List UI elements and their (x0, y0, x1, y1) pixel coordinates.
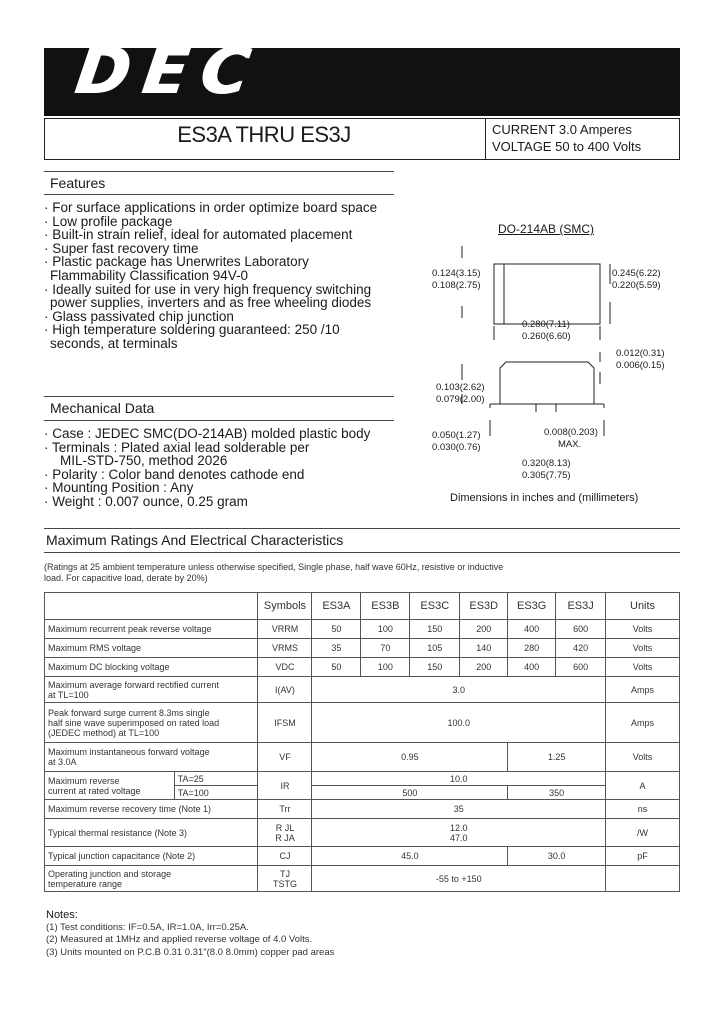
mechanical-heading: Mechanical Data (50, 400, 155, 416)
param-cell: Maximum DC blocking voltage (45, 658, 258, 677)
value-cell: 100 (361, 658, 410, 677)
dim-label: 0.006(0.15) (616, 360, 665, 371)
table-row (45, 677, 680, 703)
ratings-heading: Maximum Ratings And Electrical Characteristics (46, 532, 344, 548)
features-list (44, 201, 377, 351)
table-header: ES3D (460, 593, 508, 620)
dim-label: 0.280(7.11) (522, 319, 570, 330)
note-item: (3) Units mounted on P.C.B 0.31 0.31"(8.0 8.0mm) copper pad areas (46, 946, 335, 958)
value-cell: 500 (312, 786, 508, 800)
value-cell: 0.95 (312, 743, 508, 772)
list-item: · Polarity : Color band denotes cathode end (44, 466, 305, 482)
symbol-cell: IFSM (258, 703, 312, 743)
dim-label: 0.008(0.203) (544, 427, 598, 438)
table-row (45, 658, 680, 677)
mechanical-rule-bottom (44, 420, 394, 421)
table-row (45, 703, 680, 743)
unit-cell: Amps (606, 677, 680, 703)
symbol-cell: TJ TSTG (258, 866, 312, 892)
param-cell: Maximum reverse recovery time (Note 1) (45, 800, 258, 819)
list-item: MIL-STD-750, method 2026 (60, 453, 228, 469)
table-row (45, 847, 680, 866)
value-cell: 30.0 (508, 847, 606, 866)
value-cell: 50 (312, 658, 361, 677)
table-row (45, 743, 680, 772)
note-item: (2) Measured at 1MHz and applied reverse voltage of 4.0 Volts. (46, 934, 313, 945)
features-rule-bottom (44, 194, 394, 195)
symbol-cell: CJ (258, 847, 312, 866)
dim-label: 0.103(2.62) (436, 382, 485, 393)
list-item: seconds, at terminals (50, 335, 178, 351)
mechanical-list (44, 427, 370, 509)
table-header: ES3G (508, 593, 556, 620)
value-cell: 200 (460, 620, 508, 639)
unit-cell: Amps (606, 703, 680, 743)
dim-label: 0.012(0.31) (616, 348, 665, 359)
value-cell: 100 (361, 620, 410, 639)
table-row (45, 620, 680, 639)
list-item: Flammability Classification 94V-0 (50, 267, 249, 283)
value-cell: 100.0 (312, 703, 606, 743)
param-cell: Operating junction and storage temperature range (45, 866, 258, 892)
dim-label: 0.320(8.13) (522, 458, 571, 469)
list-item: · Low profile package (44, 213, 173, 229)
unit-cell: /W (606, 819, 680, 847)
value-cell: 150 (410, 658, 460, 677)
condition-cell: TA=25 (174, 772, 258, 786)
note-item: (1) Test conditions: IF=0.5A, IR=1.0A, Irr=0.25A. (46, 921, 249, 933)
ratings-note (44, 562, 503, 584)
value-cell: 200 (460, 658, 508, 677)
value-cell: 140 (460, 639, 508, 658)
dim-label: 0.079(2.00) (436, 394, 485, 405)
ratings-rule-top (44, 528, 680, 529)
list-item: · For surface applications in order optimize board space (44, 200, 378, 215)
list-item: · Case : JEDEC SMC(DO-214AB) molded plastic body (44, 426, 371, 441)
unit-cell: Volts (606, 743, 680, 772)
value-cell: 350 (508, 786, 606, 800)
ratings-rule-bottom (44, 552, 680, 553)
value-cell: 400 (508, 658, 556, 677)
value-cell: 35 (312, 800, 606, 819)
list-item: power supplies, inverters and as free wheeling diodes (50, 295, 372, 311)
list-item: · Mounting Position : Any (44, 480, 194, 496)
list-item: · Terminals : Plated axial lead solderable per (44, 439, 310, 455)
value-cell: 600 (556, 620, 606, 639)
table-header: ES3A (312, 593, 361, 620)
value-cell: 45.0 (312, 847, 508, 866)
unit-cell: Volts (606, 620, 680, 639)
param-cell: Typical junction capacitance (Note 2) (45, 847, 258, 866)
unit-cell: pF (606, 847, 680, 866)
symbol-cell: I(AV) (258, 677, 312, 703)
table-header: Units (606, 593, 680, 620)
mechanical-rule-top (44, 396, 394, 397)
ratings-summary (492, 121, 641, 155)
dim-label: 0.245(6.22) (612, 268, 661, 279)
features-heading: Features (50, 175, 106, 191)
table-header: ES3C (410, 593, 460, 620)
unit-cell (606, 866, 680, 892)
features-rule-top (44, 171, 394, 172)
package-name: DO-214AB (SMC) (498, 222, 595, 236)
current-rating: CURRENT 3.0 Amperes (492, 122, 632, 137)
dim-label: MAX. (558, 439, 582, 450)
dim-label: 0.220(5.59) (612, 280, 661, 291)
symbol-cell: VRMS (258, 639, 312, 658)
value-cell: 12.0 47.0 (312, 819, 606, 847)
list-item: · Super fast recovery time (44, 240, 199, 256)
unit-cell: Volts (606, 658, 680, 677)
ratings-note-line: load. For capacitive load, derate by 20%) (44, 573, 208, 583)
list-item: · Weight : 0.007 ounce, 0.25 gram (44, 493, 248, 509)
dim-label: 0.305(7.75) (522, 470, 571, 481)
table-row (45, 772, 680, 786)
value-cell: -55 to +150 (312, 866, 606, 892)
list-item: · Glass passivated chip junction (44, 308, 234, 324)
param-cell: Maximum instantaneous forward voltage at 3.0A (45, 743, 258, 772)
dim-label: 0.124(3.15) (432, 268, 481, 279)
param-cell: Maximum RMS voltage (45, 639, 258, 658)
value-cell: 105 (410, 639, 460, 658)
value-cell: 150 (410, 620, 460, 639)
list-item: · Built-in strain relief, ideal for automated placement (44, 227, 353, 243)
dim-label: 0.108(2.75) (432, 280, 481, 291)
dim-label: 0.260(6.60) (522, 331, 571, 342)
value-cell: 600 (556, 658, 606, 677)
notes-heading: Notes: (46, 909, 78, 921)
notes (46, 909, 334, 959)
part-title: ES3A THRU ES3J (177, 122, 351, 147)
symbol-cell: VRRM (258, 620, 312, 639)
company-logo: DEC (70, 35, 268, 109)
dim-label: 0.050(1.27) (432, 430, 481, 441)
value-cell: 50 (312, 620, 361, 639)
param-cell: Maximum recurrent peak reverse voltage (45, 620, 258, 639)
list-item: · High temperature soldering guaranteed: 250 /10 (44, 322, 340, 338)
symbol-cell: VF (258, 743, 312, 772)
param-cell: Typical thermal resistance (Note 3) (45, 819, 258, 847)
symbol-cell: VDC (258, 658, 312, 677)
value-cell: 35 (312, 639, 361, 658)
ratings-note-line: (Ratings at 25 ambient temperature unless otherwise specified, Single phase, half wave 60Hz, resistive or inductive (44, 562, 504, 572)
table-header: ES3B (361, 593, 410, 620)
value-cell: 1.25 (508, 743, 606, 772)
list-item: · Plastic package has Unerwrites Laboratory (44, 254, 309, 270)
param-cell: Peak forward surge current 8.3ms single half sine wave superimposed on rated load (JEDEC method) at TL=100 (45, 703, 258, 743)
value-cell: 10.0 (312, 772, 606, 786)
table-header: ES3J (556, 593, 606, 620)
condition-cell: TA=100 (174, 786, 258, 800)
value-cell: 70 (361, 639, 410, 658)
voltage-rating: VOLTAGE 50 to 400 Volts (492, 139, 642, 154)
symbol-cell: IR (258, 772, 312, 800)
symbol-cell: Trr (258, 800, 312, 819)
table-row (45, 866, 680, 892)
unit-cell: A (606, 772, 680, 800)
table-row (45, 639, 680, 658)
table-header-row (45, 593, 680, 620)
param-cell: Maximum average forward rectified current at TL=100 (45, 677, 258, 703)
dim-label: 0.030(0.76) (432, 442, 481, 453)
table-row (45, 800, 680, 819)
value-cell: 280 (508, 639, 556, 658)
value-cell: 400 (508, 620, 556, 639)
value-cell: 3.0 (312, 677, 606, 703)
symbol-cell: R JL R JA (258, 819, 312, 847)
table-header: Symbols (258, 593, 312, 620)
unit-cell: Volts (606, 639, 680, 658)
param-cell: Maximum reverse current at rated voltage (45, 772, 175, 800)
value-cell: 420 (556, 639, 606, 658)
dimensions-caption: Dimensions in inches and (millimeters) (450, 492, 639, 504)
list-item: · Ideally suited for use in very high frequency switching (44, 281, 372, 297)
characteristics-table (44, 592, 680, 892)
table-row (45, 819, 680, 847)
unit-cell: ns (606, 800, 680, 819)
